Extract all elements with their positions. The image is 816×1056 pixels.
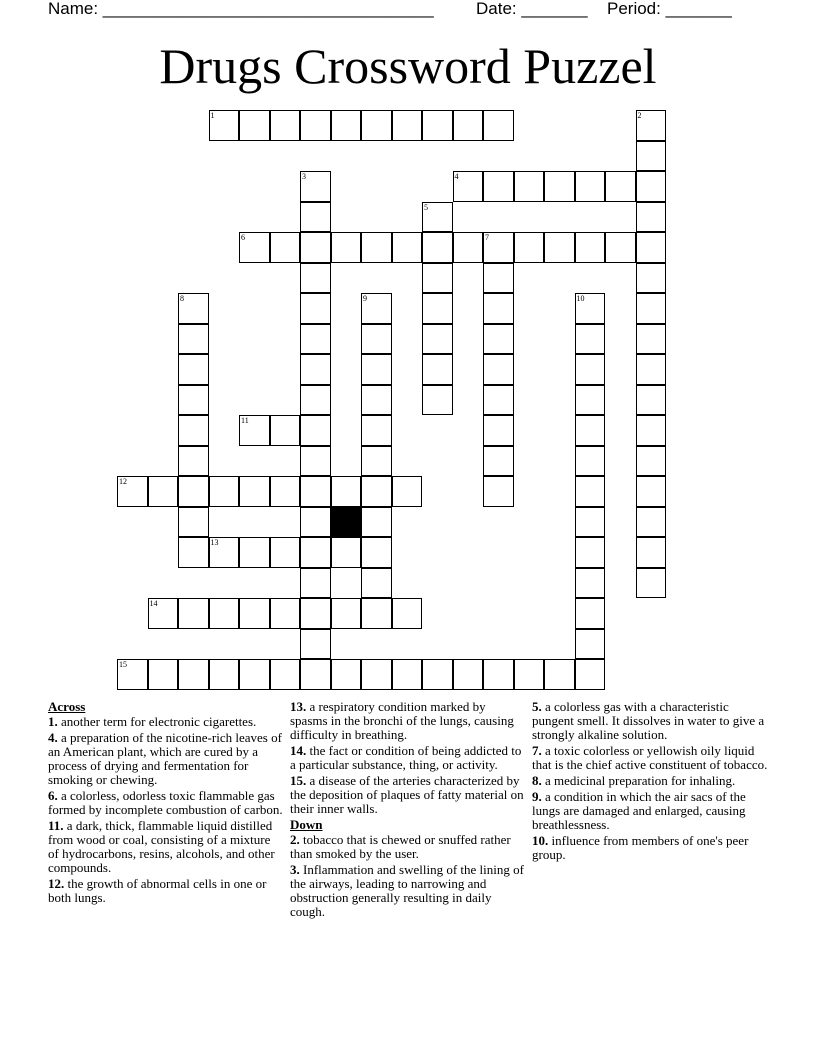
grid-cell[interactable]	[392, 232, 423, 263]
grid-cell[interactable]	[239, 110, 270, 141]
clue-down-8: 8. a medicinal preparation for inhaling.	[532, 773, 736, 788]
grid-cell[interactable]	[575, 293, 606, 324]
grid-cell[interactable]	[544, 171, 575, 202]
grid-cell[interactable]	[361, 354, 392, 385]
grid-cell[interactable]	[636, 293, 667, 324]
grid-cell[interactable]	[178, 354, 209, 385]
grid-cell[interactable]	[178, 324, 209, 355]
grid-cell[interactable]	[575, 476, 606, 507]
grid-cell[interactable]	[300, 659, 331, 690]
grid-cell[interactable]	[239, 537, 270, 568]
grid-cell[interactable]	[300, 354, 331, 385]
grid-cell[interactable]	[575, 354, 606, 385]
grid-cell[interactable]	[605, 232, 636, 263]
grid-cell[interactable]	[331, 598, 362, 629]
grid-cell[interactable]	[239, 598, 270, 629]
grid-cell[interactable]	[636, 568, 667, 599]
grid-cell[interactable]	[300, 629, 331, 660]
grid-cell[interactable]	[483, 476, 514, 507]
grid-cell[interactable]	[300, 293, 331, 324]
clue-number: 2	[637, 111, 642, 120]
grid-cell[interactable]	[361, 598, 392, 629]
grid-cell[interactable]	[575, 171, 606, 202]
grid-cell[interactable]	[636, 263, 667, 294]
grid-cell[interactable]	[148, 476, 179, 507]
grid-cell[interactable]	[361, 568, 392, 599]
grid-cell[interactable]	[270, 415, 301, 446]
clue-number: 14	[149, 599, 158, 608]
grid-cell[interactable]	[361, 537, 392, 568]
grid-cell[interactable]	[636, 385, 667, 416]
clue-column-3	[532, 700, 768, 864]
down-heading: Down	[290, 817, 323, 832]
grid-cell[interactable]	[239, 232, 270, 263]
grid-cell[interactable]	[636, 415, 667, 446]
clue-number: 1	[210, 111, 215, 120]
grid-cell[interactable]	[361, 324, 392, 355]
grid-cell[interactable]	[575, 598, 606, 629]
grid-cell[interactable]	[209, 537, 240, 568]
grid-cell[interactable]	[178, 293, 209, 324]
grid-cell[interactable]	[636, 110, 667, 141]
grid-cell[interactable]	[575, 537, 606, 568]
grid-cell[interactable]	[270, 476, 301, 507]
clue-across-15: 15. a disease of the arteries characterized by the deposition of plaques of fatty material on their inner walls.	[290, 773, 524, 816]
grid-cell[interactable]	[361, 415, 392, 446]
grid-cell[interactable]	[300, 263, 331, 294]
grid-cell[interactable]	[483, 232, 514, 263]
grid-cell[interactable]	[270, 537, 301, 568]
grid-cell[interactable]	[636, 141, 667, 172]
grid-cell[interactable]	[300, 568, 331, 599]
grid-cell[interactable]	[605, 171, 636, 202]
grid-cell[interactable]	[178, 507, 209, 538]
grid-cell[interactable]	[331, 110, 362, 141]
grid-cell[interactable]	[636, 324, 667, 355]
grid-cell[interactable]	[422, 232, 453, 263]
grid-cell[interactable]	[544, 659, 575, 690]
clue-across-11: 11. a dark, thick, flammable liquid distilled from wood or coal, consisting of a mixture of hydrocarbons, resins, alcohols, and other compounds.	[48, 818, 275, 875]
grid-cell[interactable]	[270, 110, 301, 141]
clue-column-2	[290, 700, 526, 921]
clue-number: 12	[119, 477, 127, 486]
grid-cell[interactable]	[483, 659, 514, 690]
grid-cell[interactable]	[483, 171, 514, 202]
period-field[interactable]: Period: _______	[607, 0, 732, 18]
grid-cell[interactable]	[575, 446, 606, 477]
grid-cell[interactable]	[209, 598, 240, 629]
clue-down-9: 9. a condition in which the air sacs of the lungs are damaged and enlarged, causing breathlessness.	[532, 789, 746, 832]
grid-cell[interactable]	[148, 659, 179, 690]
grid-cell[interactable]	[178, 659, 209, 690]
grid-cell[interactable]	[453, 659, 484, 690]
grid-cell[interactable]	[239, 415, 270, 446]
grid-cell[interactable]	[300, 202, 331, 233]
grid-cell[interactable]	[575, 232, 606, 263]
grid-cell[interactable]	[270, 598, 301, 629]
grid-cell[interactable]	[483, 110, 514, 141]
grid-cell[interactable]	[270, 232, 301, 263]
grid-cell[interactable]	[178, 385, 209, 416]
clue-number: 10	[576, 294, 585, 303]
grid-cell[interactable]	[361, 476, 392, 507]
clue-across-12: 12. the growth of abnormal cells in one or both lungs.	[48, 876, 267, 905]
date-field[interactable]: Date: _______	[476, 0, 588, 18]
grid-cell[interactable]	[331, 232, 362, 263]
grid-cell[interactable]	[300, 507, 331, 538]
grid-cell[interactable]	[636, 354, 667, 385]
grid-cell[interactable]	[300, 476, 331, 507]
clue-across-4: 4. a preparation of the nicotine-rich leaves of an American plant, which are cured by a process of drying and fermentation for smoking or chewing.	[48, 730, 282, 787]
grid-cell[interactable]	[178, 537, 209, 568]
grid-cell[interactable]	[178, 598, 209, 629]
grid-cell[interactable]	[514, 171, 545, 202]
grid-cell[interactable]	[636, 446, 667, 477]
clue-down-5: 5. a colorless gas with a characteristic pungent smell. It dissolves in water to give a strongly alkaline solution.	[532, 699, 765, 742]
clue-down-10: 10. influence from members of one's peer group.	[532, 833, 749, 862]
grid-cell[interactable]	[453, 110, 484, 141]
page-title: Drugs Crossword Puzzel	[159, 38, 657, 94]
grid-cell[interactable]	[483, 324, 514, 355]
grid-cell[interactable]	[483, 354, 514, 385]
grid-cell[interactable]	[331, 537, 362, 568]
clue-across-6: 6. a colorless, odorless toxic flammable gas formed by incomplete combustion of carbon.	[48, 788, 283, 817]
grid-cell[interactable]	[300, 446, 331, 477]
clue-number: 3	[302, 172, 306, 181]
grid-cell[interactable]	[392, 110, 423, 141]
grid-cell[interactable]	[422, 293, 453, 324]
grid-cell[interactable]	[392, 659, 423, 690]
grid-cell[interactable]	[514, 659, 545, 690]
grid-cell[interactable]	[483, 263, 514, 294]
grid-cell[interactable]	[575, 629, 606, 660]
across-heading: Across	[48, 699, 86, 714]
grid-cell[interactable]	[422, 202, 453, 233]
grid-cell[interactable]	[331, 476, 362, 507]
grid-cell[interactable]	[239, 476, 270, 507]
grid-cell[interactable]	[422, 385, 453, 416]
clue-number: 7	[485, 233, 489, 242]
name-field[interactable]: Name: ___________________________________	[48, 0, 434, 18]
clue-down-7: 7. a toxic colorless or yellowish oily liquid that is the chief active constituent of tobacco.	[532, 743, 768, 772]
grid-cell[interactable]	[422, 324, 453, 355]
grid-cell[interactable]	[270, 659, 301, 690]
grid-cell[interactable]	[422, 263, 453, 294]
grid-cell[interactable]	[636, 537, 667, 568]
grid-cell[interactable]	[361, 446, 392, 477]
grid-cell[interactable]	[453, 232, 484, 263]
grid-cell[interactable]	[331, 659, 362, 690]
grid-cell[interactable]	[300, 537, 331, 568]
grid-cell[interactable]	[361, 110, 392, 141]
grid-cell[interactable]	[575, 659, 606, 690]
grid-cell[interactable]	[117, 659, 148, 690]
grid-cell[interactable]	[392, 476, 423, 507]
grid-cell[interactable]	[575, 324, 606, 355]
clue-number: 5	[424, 202, 428, 212]
grid-cell[interactable]	[178, 476, 209, 507]
grid-cell[interactable]	[239, 659, 270, 690]
grid-cell[interactable]	[636, 232, 667, 263]
grid-cell[interactable]	[209, 659, 240, 690]
clue-column-1	[48, 700, 284, 907]
grid-cell[interactable]	[300, 110, 331, 141]
grid-cell[interactable]	[483, 293, 514, 324]
grid-cell[interactable]	[575, 415, 606, 446]
grid-cell[interactable]	[575, 507, 606, 538]
grid-cell[interactable]	[636, 202, 667, 233]
grid-cell[interactable]	[392, 598, 423, 629]
grid-cell[interactable]	[575, 568, 606, 599]
clue-number: 11	[241, 416, 249, 425]
grid-cell[interactable]	[148, 598, 179, 629]
clue-number: 6	[241, 233, 245, 242]
clue-number: 9	[363, 294, 367, 303]
clue-number: 8	[180, 294, 184, 303]
grid-cell[interactable]	[422, 110, 453, 141]
grid-cell[interactable]	[361, 232, 392, 263]
clue-number: 4	[454, 172, 459, 181]
grid-cell[interactable]	[361, 385, 392, 416]
clue-number: 13	[210, 538, 219, 547]
grid-cell[interactable]	[361, 293, 392, 324]
grid-cell[interactable]	[483, 415, 514, 446]
grid-cell[interactable]	[514, 232, 545, 263]
grid-cell[interactable]	[209, 110, 240, 141]
black-cell	[331, 507, 362, 538]
grid-cell[interactable]	[300, 385, 331, 416]
grid-cell[interactable]	[178, 446, 209, 477]
grid-cell[interactable]	[300, 324, 331, 355]
clue-number: 15	[119, 660, 127, 669]
clue-across-13: 13. a respiratory condition marked by spasms in the bronchi of the lungs, causing difficulty in breathing.	[290, 699, 514, 742]
grid-cell[interactable]	[483, 446, 514, 477]
grid-cell[interactable]	[422, 659, 453, 690]
grid-cell[interactable]	[300, 598, 331, 629]
grid-cell[interactable]	[483, 385, 514, 416]
grid-cell[interactable]	[544, 232, 575, 263]
grid-cell[interactable]	[117, 476, 148, 507]
grid-cell[interactable]	[453, 171, 484, 202]
grid-cell[interactable]	[361, 507, 392, 538]
grid-cell[interactable]	[300, 232, 331, 263]
grid-cell[interactable]	[361, 659, 392, 690]
grid-cell[interactable]	[575, 385, 606, 416]
clue-across-14: 14. the fact or condition of being addicted to a particular substance, thing, or activity.	[290, 743, 522, 772]
clue-down-2: 2. tobacco that is chewed or snuffed rather than smoked by the user.	[290, 832, 511, 861]
clue-down-3: 3. Inflammation and swelling of the lining of the airways, leading to narrowing and obstruction generally resulting in daily cough.	[290, 862, 524, 919]
grid-cell[interactable]	[636, 476, 667, 507]
grid-cell[interactable]	[178, 415, 209, 446]
clue-across-1: 1. another term for electronic cigarettes.	[48, 714, 257, 729]
grid-cell[interactable]	[422, 354, 453, 385]
grid-cell[interactable]	[300, 415, 331, 446]
grid-cell[interactable]	[300, 171, 331, 202]
grid-cell[interactable]	[636, 507, 667, 538]
grid-cell[interactable]	[209, 476, 240, 507]
grid-cell[interactable]	[636, 171, 667, 202]
